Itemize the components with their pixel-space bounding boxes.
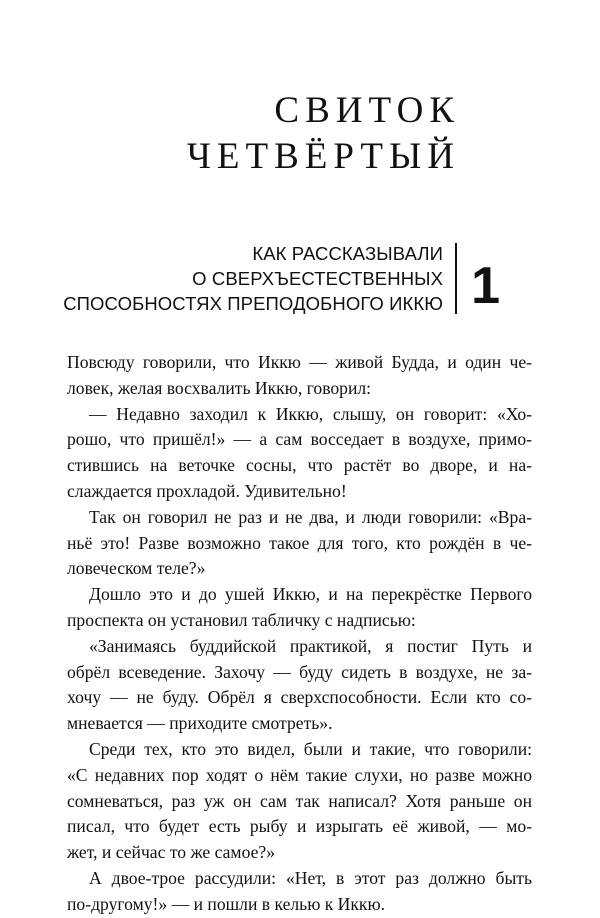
text-line: Так он говорил не раз и не два, и люди говорили: «Вра- [89,506,532,527]
text-line: хочу — не буду. Обрёл я сверхспособности. Если кто со- [67,687,532,708]
scroll-heading-line-2: ЧЕТВЁРТЫЙ [186,136,460,177]
text-line: жет, и сейчас то же самое?» [67,842,275,863]
scroll-heading [187,88,460,180]
scroll-heading-line-1: СВИТОК [274,90,460,131]
text-line: мневается — приходите смотреть». [67,713,333,734]
text-line: писал, что будет есть рыбу и изрыгать её живой, — мо- [67,816,532,837]
text-line: Повсюду говорили, что Иккю — живой Будда, и один че- [67,352,532,372]
text-line: слаждается прохладой. Удивительно! [67,480,347,501]
text-line: — Недавно заходил к Иккю, слышу, он говорит: «Хо- [89,403,532,424]
text-line: «Занимаясь буддийской практикой, я постиг Путь и [89,635,532,656]
text-line: Дошло это и до ушей Иккю, и на перекрёстке Первого [89,584,532,605]
chapter-heading [63,241,500,316]
chapter-title-line: КАК РАССКАЗЫВАЛИ [252,243,444,264]
text-line: ньё это! Разве возможно такое для того, кто рождён в че- [67,532,532,553]
text-line: ловеческом теле?» [67,558,206,579]
body-text [67,350,532,918]
text-line: проспекта он установил табличку с надписью: [67,609,416,630]
text-line: «С недавних пор ходят о нём такие слухи, но разве можно [67,764,532,785]
text-line: сомневаться, раз уж он сам так написал? Хотя раньше он [67,790,532,811]
chapter-title-line: О СВЕРХЪЕСТЕСТВЕННЫХ [192,268,444,289]
text-line: ловек, желая восхвалить Иккю, говорил: [67,377,372,398]
chapter-number: 1 [471,257,500,315]
text-line: обрёл всеведение. Захочу — буду сидеть в воздухе, не за- [67,661,532,682]
chapter-title [63,241,455,316]
text-line: рошо, что пришёл!» — а сам восседает в воздухе, примо- [67,429,532,450]
chapter-title-line: СПОСОБНОСТЯХ ПРЕПОДОБНОГО ИККЮ [63,293,444,314]
text-line: Среди тех, кто это видел, были и такие, что говорили: [89,738,532,759]
text-line: стившись на веточке сосны, что растёт во дворе, и на- [67,455,532,476]
text-line: А двое-трое рассудили: «Нет, в этот раз должно быть [89,867,532,888]
text-line: по-другому!» — и пошли в келью к Иккю. [67,893,386,914]
